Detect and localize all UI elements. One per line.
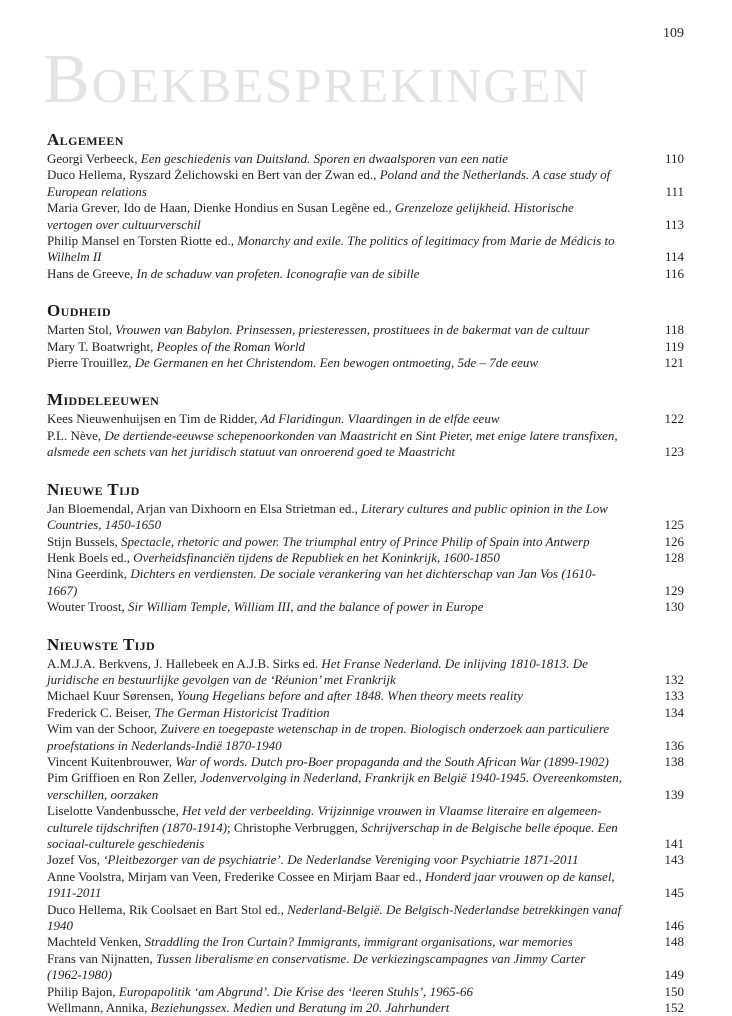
toc-entry bbox=[47, 984, 684, 1000]
entry-book-title: Sir William Temple, William III, and the balance of power in Europe bbox=[127, 599, 484, 615]
toc-entry bbox=[47, 566, 684, 599]
entry-text bbox=[47, 411, 622, 427]
entry-page-number: 143 bbox=[664, 852, 684, 868]
entry-text bbox=[47, 339, 622, 355]
entry-authors: Mary T. Boatwright, bbox=[47, 338, 157, 354]
entry-text bbox=[47, 951, 622, 984]
section-heading: Nieuwe Tijd bbox=[47, 479, 140, 499]
entry-page-number: 113 bbox=[664, 216, 684, 232]
entry-page-number: 134 bbox=[664, 704, 684, 720]
entry-text bbox=[47, 151, 622, 167]
entry-authors: Duco Hellema, Rik Coolsaet en Bart Stol ed., bbox=[47, 901, 288, 917]
entry-text bbox=[47, 534, 622, 550]
entry-text bbox=[47, 688, 622, 704]
entry-book-title: Jodenvervolging in Nederland, Frankrijk en België 1940-1945. Overeenkomsten, verschillen, oorzaken bbox=[47, 770, 622, 802]
entry-authors: Machteld Venken, bbox=[47, 934, 145, 950]
entry-page-number: 110 bbox=[664, 151, 684, 166]
entry-authors: Frederick C. Beiser, bbox=[47, 704, 155, 720]
entry-text bbox=[47, 233, 622, 266]
entry-page-number: 126 bbox=[664, 533, 684, 549]
entry-page-number: 141 bbox=[664, 836, 684, 851]
entry-book-title: Het veld der verbeelding. Vrijzinnige vrouwen in Vlaamse literaire en algemeen-culturele tijdschriften (1870-1914) bbox=[47, 803, 602, 835]
entry-text bbox=[47, 167, 622, 200]
entry-page-number: 119 bbox=[664, 338, 684, 354]
entry-book-title: Ad Flaridingun. Vlaardingen in de elfde eeuw bbox=[260, 411, 500, 427]
entry-text bbox=[47, 852, 622, 868]
toc-entry bbox=[47, 688, 684, 704]
toc-entry bbox=[47, 902, 684, 935]
section-heading: Algemeen bbox=[47, 130, 124, 149]
entry-book-title: In de schaduw van profeten. Iconografie van de sibille bbox=[136, 265, 420, 281]
entry-book-title: Vrouwen van Babylon. Prinsessen, priesteressen, prostituees in de bakermat van de cultuur bbox=[115, 322, 590, 338]
toc-entry bbox=[47, 428, 684, 461]
entry-page-number: 146 bbox=[664, 918, 684, 934]
entry-book-title: Straddling the Iron Curtain? Immigrants, immigrant organisations, war memories bbox=[144, 934, 573, 950]
entry-page-number: 138 bbox=[664, 753, 684, 769]
toc-entry bbox=[47, 721, 684, 754]
entry-page-number: 145 bbox=[664, 885, 684, 901]
toc-entry bbox=[47, 266, 684, 282]
entry-authors: Kees Nieuwenhuijsen en Tim de Ridder, bbox=[47, 411, 261, 427]
entry-book-title: Literary cultures and public opinion in the Low Countries, 1450-1650 bbox=[47, 500, 608, 533]
entry-page-number: 133 bbox=[664, 688, 684, 704]
entry-authors: Georgi Verbeeck, bbox=[47, 151, 141, 166]
entry-page-number: 148 bbox=[664, 934, 684, 950]
entry-authors: Nina Geerdink, bbox=[47, 566, 131, 582]
toc-entry bbox=[47, 656, 684, 689]
entry-book-title: De Germanen en het Christendom. Een bewogen ontmoeting, 5de – 7de eeuw bbox=[134, 355, 539, 371]
entry-text bbox=[47, 656, 622, 689]
toc-entry bbox=[47, 200, 684, 233]
toc-entry bbox=[47, 869, 684, 902]
entry-text bbox=[47, 566, 622, 599]
entry-authors: Pierre Trouillez, bbox=[47, 355, 135, 371]
entry-book-title: Beziehungssex. Medien und Beratung im 20. Jahrhundert bbox=[150, 1000, 450, 1016]
entry-text bbox=[47, 984, 622, 1000]
entry-page-number: 139 bbox=[664, 786, 684, 802]
entry-authors: Stijn Bussels, bbox=[47, 533, 122, 549]
entry-book-title: Dichters en verdiensten. De sociale verankering van het dichterschap van Jan Vos (1610-1667) bbox=[47, 566, 596, 598]
entry-authors: Hans de Greeve, bbox=[47, 265, 137, 281]
toc-entry bbox=[47, 339, 684, 355]
entry-text bbox=[47, 754, 622, 770]
toc-entry bbox=[47, 151, 684, 167]
entry-page-number: 111 bbox=[665, 183, 684, 199]
entry-authors: Michael Kuur Sørensen, bbox=[47, 688, 177, 704]
entry-authors: Jozef Vos, bbox=[47, 852, 104, 868]
page-title: Boekbesprekingen bbox=[43, 41, 590, 118]
toc-entry bbox=[47, 550, 684, 566]
entry-text bbox=[47, 803, 622, 852]
entry-book-title: De dertiende-eeuwse schepenoorkonden van Maastricht en Sint Pieter, met enige latere transfixen, alsmede een schets van het juridisch statuut van onroerend goed te Maastricht bbox=[47, 427, 618, 460]
toc-entry bbox=[47, 411, 684, 427]
entry-page-number: 122 bbox=[664, 411, 684, 427]
entry-book-title: War of words. Dutch pro-Boer propaganda and the South African War (1899-1902) bbox=[175, 753, 609, 769]
entry-page-number: 130 bbox=[664, 599, 684, 615]
entry-book-title: Peoples of the Roman World bbox=[156, 338, 305, 354]
entry-book-title: Nederland-België. De Belgisch-Nederlandse betrekkingen vanaf 1940 bbox=[47, 901, 622, 934]
entry-authors: Wouter Troost, bbox=[47, 599, 128, 615]
entry-authors: P.L. Nève, bbox=[47, 427, 105, 443]
entry-page-number: 128 bbox=[664, 549, 684, 565]
toc-entry bbox=[47, 322, 684, 338]
entry-authors: Vincent Kuitenbrouwer, bbox=[47, 753, 176, 769]
entry-text bbox=[47, 355, 622, 371]
entry-page-number: 116 bbox=[664, 265, 684, 281]
entry-text bbox=[47, 599, 622, 615]
entry-authors: Liselotte Vandenbussche, bbox=[47, 803, 183, 819]
toc-entry bbox=[47, 951, 684, 984]
entry-book-title: Europapolitik ‘am Abgrund’. Die Krise des ‘leeren Stuhls’, 1965-66 bbox=[118, 983, 473, 999]
entry-authors: Maria Grever, Ido de Haan, Dienke Hondius en Susan Legêne ed., bbox=[47, 200, 395, 216]
toc-entry bbox=[47, 167, 684, 200]
toc-entry bbox=[47, 233, 684, 266]
entry-text bbox=[47, 200, 622, 233]
entry-text bbox=[47, 902, 622, 935]
entry-authors: Henk Boels ed., bbox=[47, 549, 134, 565]
entry-book-title: Schrijverschap in de Belgische belle époque. Een sociaal-culturele geschiedenis bbox=[47, 819, 618, 851]
entry-authors: Duco Hellema, Ryszard Żelichowski en Bert van der Zwan ed., bbox=[47, 167, 380, 183]
entry-authors: A.M.J.A. Berkvens, J. Hallebeek en A.J.B. Sirks ed. bbox=[47, 655, 322, 671]
entry-authors: Wellmann, Annika, bbox=[47, 1000, 151, 1016]
entry-text bbox=[47, 770, 622, 803]
entry-authors: Pim Griffioen en Ron Zeller, bbox=[47, 770, 201, 786]
section-heading: Middeleeuwen bbox=[47, 390, 160, 410]
toc-entry bbox=[47, 705, 684, 721]
entry-book-title: ‘Pleitbezorger van de psychiatrie’. De Nederlandse Vereniging voor Psychiatrie 1871-2011 bbox=[103, 852, 579, 868]
entry-page-number: 132 bbox=[664, 671, 684, 687]
entry-page-number: 136 bbox=[664, 737, 684, 753]
entry-page-number: 150 bbox=[664, 983, 684, 999]
entry-authors: Philip Bajon, bbox=[47, 983, 119, 999]
toc-entry bbox=[47, 501, 684, 534]
entry-text bbox=[47, 1000, 622, 1016]
entry-book-title: Poland and the Netherlands. A case study of European relations bbox=[47, 167, 611, 199]
entry-authors: Wim van der Schoor, bbox=[47, 721, 161, 737]
entry-text bbox=[47, 501, 622, 534]
entry-text bbox=[47, 266, 622, 282]
toc-entry bbox=[47, 852, 684, 868]
entry-authors: Philip Mansel en Torsten Riotte ed., bbox=[47, 233, 238, 249]
entry-page-number: 121 bbox=[664, 355, 684, 371]
section-heading: Nieuwste Tijd bbox=[47, 634, 156, 654]
entry-text bbox=[47, 721, 622, 754]
toc-entry bbox=[47, 1000, 684, 1016]
toc-entry bbox=[47, 355, 684, 371]
entry-text bbox=[47, 322, 622, 338]
entry-page-number: 149 bbox=[664, 967, 684, 983]
toc-entry bbox=[47, 934, 684, 950]
toc-entry bbox=[47, 803, 684, 852]
entry-text bbox=[47, 869, 622, 902]
entry-authors: Jan Bloemendal, Arjan van Dixhoorn en Elsa Strietman ed., bbox=[47, 500, 362, 516]
entry-authors: Frans van Nijnatten, bbox=[47, 950, 157, 966]
entry-book-title: Monarchy and exile. The politics of legitimacy from Marie de Médicis to Wilhelm II bbox=[47, 233, 615, 265]
entry-authors: ; Christophe Verbruggen, bbox=[227, 819, 362, 835]
entry-page-number: 129 bbox=[664, 582, 684, 598]
entry-text bbox=[47, 705, 622, 721]
entry-page-number: 152 bbox=[664, 1000, 684, 1016]
entry-book-title: Young Hegelians before and after 1848. When theory meets reality bbox=[176, 688, 523, 704]
entry-text bbox=[47, 550, 622, 566]
entry-book-title: Overheidsfinanciën tijdens de Republiek en het Koninkrijk, 1600-1850 bbox=[133, 549, 500, 565]
toc-entry bbox=[47, 770, 684, 803]
entry-page-number: 118 bbox=[664, 322, 684, 338]
entry-authors: Marten Stol, bbox=[47, 322, 116, 338]
toc-entry bbox=[47, 754, 684, 770]
entry-page-number: 125 bbox=[664, 517, 684, 533]
entry-book-title: The German Historicist Tradition bbox=[154, 704, 330, 720]
entry-book-title: Spectacle, rhetoric and power. The triumphal entry of Prince Philip of Spain into Antwerp bbox=[121, 533, 590, 549]
toc-entry bbox=[47, 599, 684, 615]
entry-text bbox=[47, 934, 622, 950]
toc-entry bbox=[47, 534, 684, 550]
entry-authors: Anne Voolstra, Mirjam van Veen, Frederike Cossee en Mirjam Baar ed., bbox=[47, 868, 425, 884]
page-number: 109 bbox=[663, 26, 684, 41]
entry-book-title: Tussen liberalisme en conservatisme. De verkiezingscampagnes van Jimmy Carter (1962-1980) bbox=[47, 950, 586, 983]
toc-sections bbox=[47, 130, 684, 1016]
entry-text bbox=[47, 428, 622, 461]
entry-page-number: 123 bbox=[664, 444, 684, 460]
entry-book-title: Grenzeloze gelijkheid. Historische vertogen over cultuurverschil bbox=[47, 200, 574, 232]
entry-book-title: Het Franse Nederland. De inlijving 1810-1813. De juridische en bestuurlijke gevolgen van de ‘Réunion’ met Frankrijk bbox=[47, 655, 588, 687]
entry-book-title: Honderd jaar vrouwen op de kansel, 1911-2011 bbox=[47, 868, 615, 901]
entry-book-title: Een geschiedenis van Duitsland. Sporen en dwaalsporen van een natie bbox=[140, 151, 509, 166]
entry-book-title: Zuivere en toegepaste wetenschap in de tropen. Biologisch onderzoek aan particuliere proefstations in Nederlands-Indië 1870-1940 bbox=[47, 721, 610, 753]
entry-page-number: 114 bbox=[664, 249, 684, 265]
section-heading: Oudheid bbox=[47, 301, 112, 321]
